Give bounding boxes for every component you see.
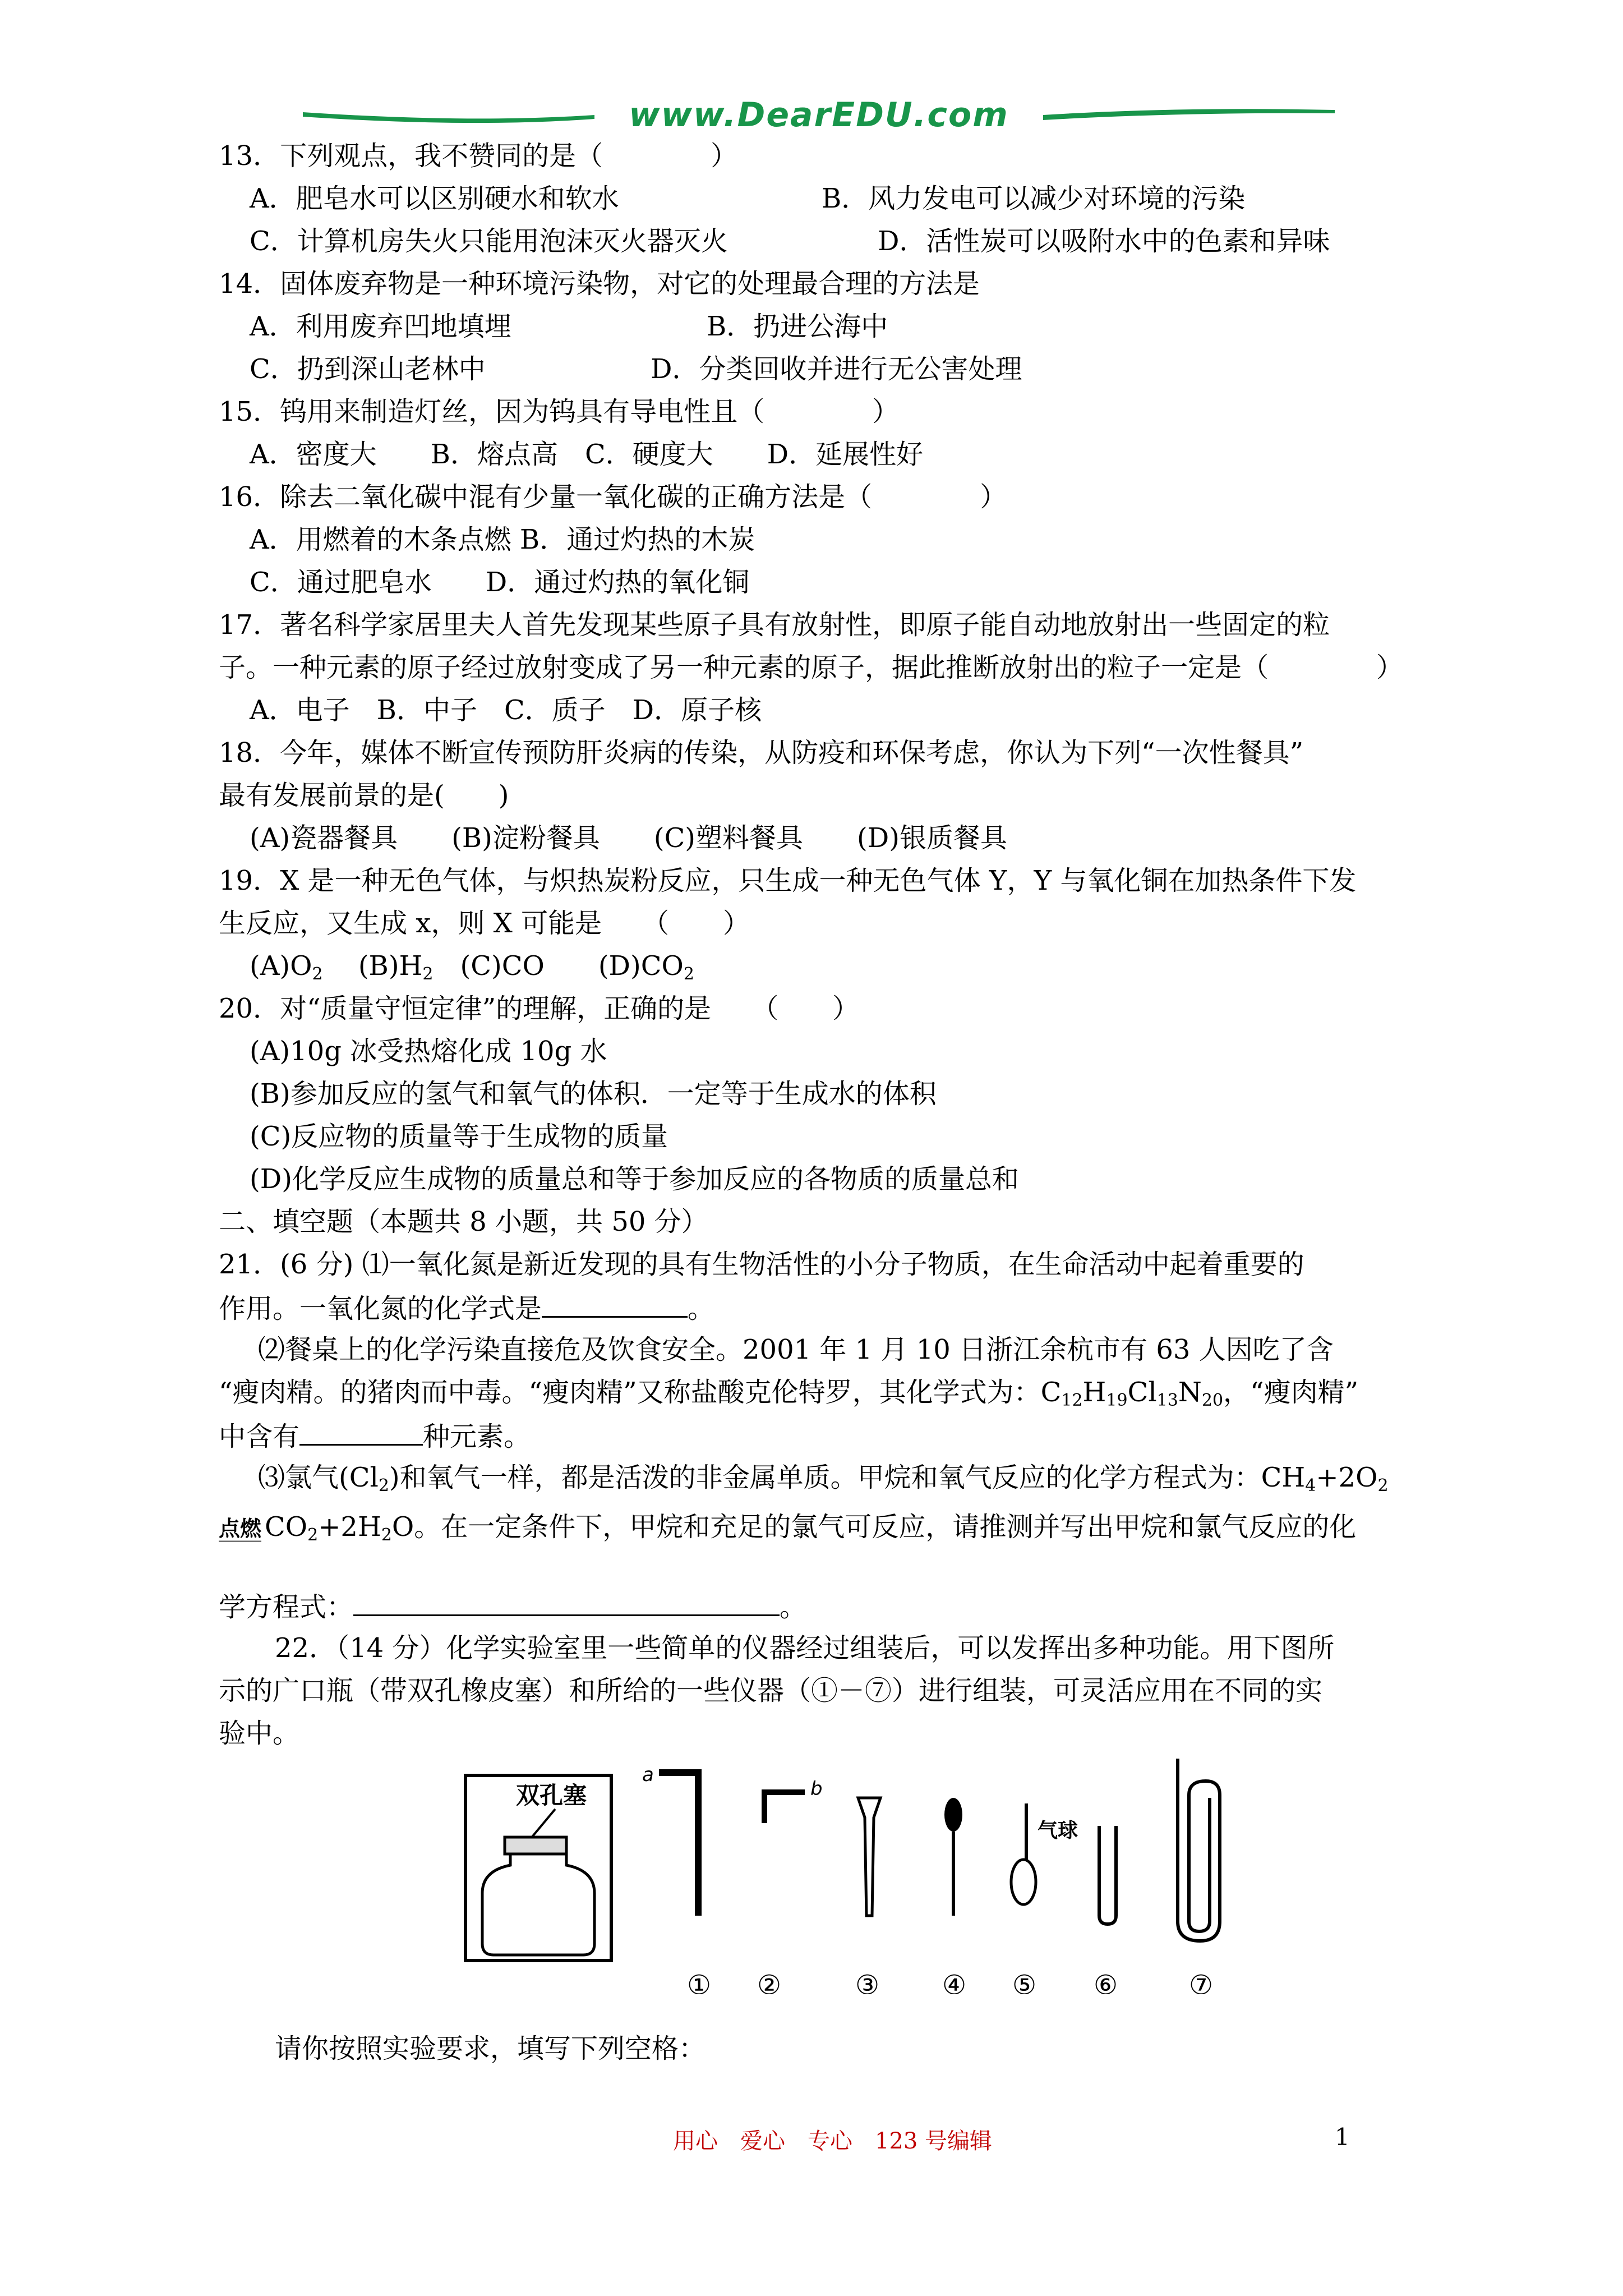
label-b: b <box>810 1778 823 1800</box>
q19-options <box>250 948 1517 992</box>
ignite-condition-label: 点燃 <box>219 1516 262 1541</box>
q18-line1: 18．今年，媒体不断宣传预防肝炎病的传染，从防疫和环保考虑，你认为下列“一次性餐具” <box>219 737 1304 769</box>
q13-stem: 13．下列观点，我不赞同的是（ ） <box>219 140 738 172</box>
q15-stem: 15．钨用来制造灯丝，因为钨具有导电性且（ ） <box>219 396 900 427</box>
q22-prompt: 请你按照实验要求，填写下列空格： <box>275 2033 706 2064</box>
q14-option-a: A．利用废弃凹地填埋 <box>250 311 511 342</box>
num-7: ⑦ <box>1189 1970 1214 1994</box>
q21-line1: 21．(6 分) ⑴一氧化氮是新近发现的具有生物活性的小分子物质，在生命活动中起着重要的 <box>219 1249 1304 1280</box>
q19-option-d: $(D)CO_2$ <box>598 950 694 984</box>
label-a: a <box>642 1764 654 1786</box>
q13-option-a: A．肥皂水可以区别硬水和软水 <box>250 183 619 214</box>
q21-line6: ⑶氯气$(Cl_2)$和氧气一样，都是活泼的非金属单质。甲烷和氧气反应的化学方程式为：$CH_4+2O_2$ <box>258 1462 1389 1496</box>
num-1: ① <box>687 1970 712 1994</box>
bent-tube-a <box>659 1773 698 1916</box>
apparatus-drawing <box>460 1753 1447 1994</box>
dropper-bulb <box>944 1798 962 1832</box>
site-url: www.DearEDU.com <box>629 95 1009 135</box>
q16-options-cd: C．通过肥皂水 D．通过灼热的氧化铜 <box>250 567 750 598</box>
q19-line2: 生反应，又生成 x，则 X 可能是 （ ） <box>219 908 750 939</box>
q22-line3: 验中。 <box>219 1718 300 1749</box>
q19-line1: 19．X 是一种无色气体，与炽热炭粉反应，只生成一种无色气体 Y，Y 与氧化铜在加热条件下发 <box>219 865 1357 896</box>
num-6: ⑥ <box>1094 1970 1118 1994</box>
q20-stem: 20．对“质量守恒定律”的理解，正确的是 （ ） <box>219 993 860 1024</box>
q14-option-d: D．分类回收并进行无公害处理 <box>651 353 1022 385</box>
q13-option-c: C．计算机房失火只能用泡沫灭火器灭火 <box>250 226 728 257</box>
q15-options: A．密度大 B．熔点高 C．硬度大 D．延展性好 <box>250 439 924 470</box>
q21-line4: “瘦肉精。的猪肉而中毒。“瘦肉精”又称盐酸克伦特罗，其化学式为：$C_{12}H_{19}Cl_{13}N_{20}$，“瘦肉精” <box>219 1377 1359 1410</box>
page-number: 1 <box>1335 2123 1350 2151</box>
q17-line1: 17．著名科学家居里夫人首先发现某些原子具有放射性，即原子能自动地放射出一些固定的粒 <box>219 609 1330 641</box>
balloon-label: 气球 <box>1038 1819 1078 1842</box>
u-tube <box>1178 1759 1220 1941</box>
stopper-shape <box>505 1837 566 1854</box>
q18-options: (A)瓷器餐具 (B)淀粉餐具 (C)塑料餐具 (D)银质餐具 <box>250 822 1007 854</box>
q21-blank-2[interactable] <box>299 1417 423 1446</box>
q20-option-a: (A)10g 冰受热熔化成 10g 水 <box>250 1036 607 1067</box>
q21-blank-3[interactable] <box>353 1588 780 1616</box>
q19-option-a: $(A)O_2$ <box>250 950 323 984</box>
stopper-label: 双孔塞 <box>516 1782 587 1809</box>
q13-option-d: D．活性炭可以吸附水中的色素和异味 <box>878 226 1330 257</box>
q19-option-b: $(B)H_2$ <box>358 950 434 984</box>
q16-stem: 16．除去二氧化碳中混有少量一氧化碳的正确方法是（ ） <box>219 481 1007 513</box>
site-header <box>303 90 1335 140</box>
q21-line3: ⑵餐桌上的化学污染直接危及饮食安全。2001 年 1 月 10 日浙江余杭市有 63 人因吃了含 <box>258 1334 1334 1365</box>
q17-line2: 子。一种元素的原子经过放射变成了另一种元素的原子，据此推断放射出的粒子一定是（ ） <box>219 652 1404 683</box>
q21-line7: 点燃 $CO_2+2H_2O$。在一定条件下，甲烷和充足的氯气可反应，请推测并写出甲烷和氯气反应的化 <box>219 1511 1357 1545</box>
q16-options-ab: A．用燃着的木条点燃 B．通过灼热的木炭 <box>250 524 755 555</box>
q20-option-c: (C)反应物的质量等于生成物的质量 <box>250 1121 668 1152</box>
num-2: ② <box>757 1970 782 1994</box>
apparatus-figure <box>460 1753 1447 1994</box>
wide-mouth-bottle <box>482 1854 594 1955</box>
q19-option-c: (C)CO <box>460 950 545 982</box>
q21-line8: 学方程式： 。 <box>219 1588 1486 1625</box>
q21-line5: 中含有 种元素。 <box>219 1417 1486 1455</box>
q22-line1: 22．（14 分）化学实验室里一些简单的仪器经过组装后，可以发挥出多种功能。用下图所 <box>275 1632 1335 1664</box>
num-4: ④ <box>942 1970 967 1994</box>
balloon <box>1011 1860 1036 1904</box>
q20-option-d: (D)化学反应生成物的质量总和等于参加反应的各物质的质量总和 <box>250 1163 1019 1195</box>
bent-tube-b <box>764 1792 805 1823</box>
q14-option-b: B．扔进公海中 <box>707 311 888 342</box>
footer-editor-note: 用心 爱心 专心 123 号编辑 <box>673 2128 993 2154</box>
thistle-funnel <box>858 1798 880 1916</box>
q13-option-b: B．风力发电可以减少对环境的污染 <box>822 183 1246 214</box>
num-5: ⑤ <box>1012 1970 1037 1994</box>
q21-blank-1[interactable] <box>542 1289 688 1318</box>
num-3: ③ <box>855 1970 880 1994</box>
q21-line2: 作用。一氧化氮的化学式是 。 <box>219 1289 1486 1327</box>
q22-line2: 示的广口瓶（带双孔橡皮塞）和所给的一些仪器（①－⑦）进行组装，可灵活应用在不同的实 <box>219 1675 1323 1706</box>
test-tube <box>1099 1826 1116 1924</box>
q14-option-c: C．扔到深山老林中 <box>250 353 486 385</box>
q14-stem: 14．固体废弃物是一种环境污染物，对它的处理最合理的方法是 <box>219 268 980 300</box>
q20-option-b: (B)参加反应的氢气和氧气的体积．一定等于生成水的体积 <box>250 1078 937 1110</box>
q18-line2: 最有发展前景的是( ) <box>219 780 509 811</box>
section2-title: 二、填空题（本题共 8 小题，共 50 分） <box>219 1206 708 1237</box>
q17-options: A．电子 B．中子 C．质子 D．原子核 <box>250 694 762 726</box>
